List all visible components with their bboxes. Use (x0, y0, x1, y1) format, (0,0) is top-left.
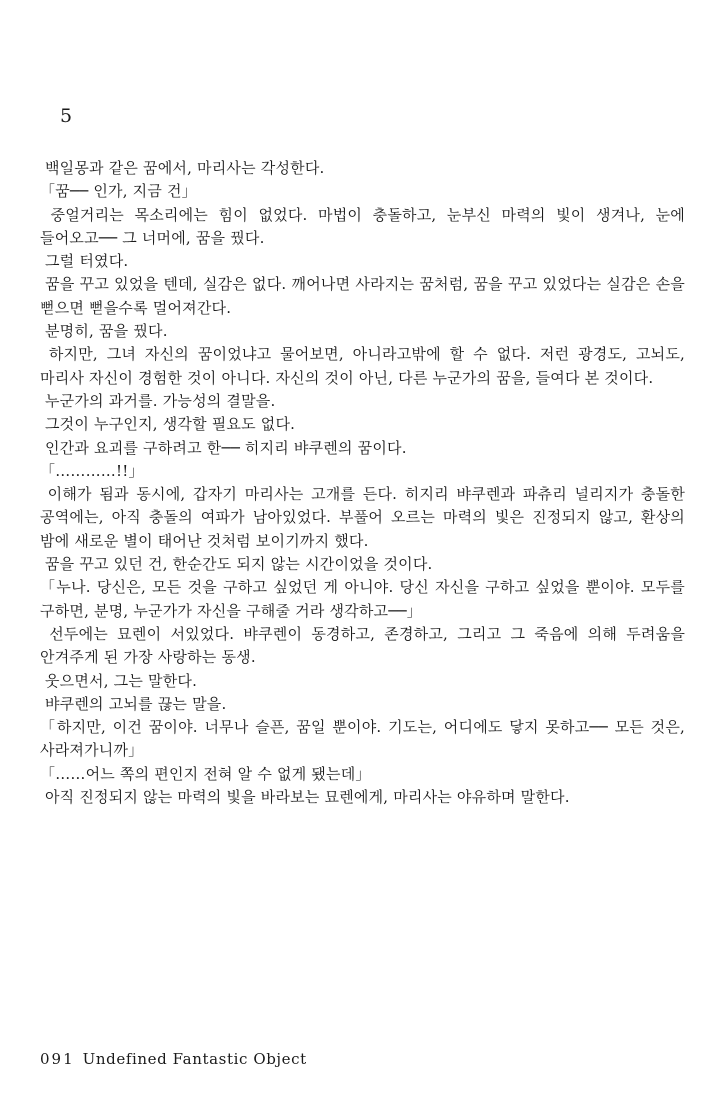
page-number: 091 (40, 1050, 75, 1068)
paragraph: 「…………!!」 (40, 461, 144, 480)
paragraph: 「꿈── 인가, 지금 건」 (40, 182, 197, 201)
paragraph: 중얼거리는 목소리에는 힘이 없었다. 마법이 충돌하고, 눈부신 마력의 빛이 생겨나, 눈에 들어오고── 그 너머에, 꿈을 꿨다. (40, 205, 690, 247)
paragraph: 「누나. 당신은, 모든 것을 구하고 싶었던 게 아니야. 당신 자신을 구하고 싶었을 뿐이야. 모두를 구하면, 분명, 누군가가 자신을 구해줄 거라 생각하고──」 (40, 578, 690, 620)
paragraph: 그것이 누구인지, 생각할 필요도 없다. (40, 415, 296, 434)
paragraph: 누군가의 과거를. 가능성의 결말을. (40, 391, 276, 410)
page-footer (40, 1049, 307, 1069)
paragraph: 뱌쿠렌의 고뇌를 끊는 말을. (40, 694, 227, 713)
running-title: Undefined Fantastic Object (82, 1050, 307, 1068)
paragraph: 백일몽과 같은 꿈에서, 마리사는 각성한다. (40, 159, 325, 177)
paragraph: 선두에는 묘렌이 서있었다. 뱌쿠렌이 동경하고, 존경하고, 그리고 그 죽음에 의해 두려움을 안겨주게 된 가장 사랑하는 동생. (40, 624, 690, 667)
paragraph: 「……어느 쪽의 편인지 전혀 알 수 없게 됐는데」 (40, 764, 371, 783)
paragraph: 꿈을 꾸고 있었을 텐데, 실감은 없다. 깨어나면 사라지는 꿈처럼, 꿈을 꾸고 있었다는 실감은 손을 뻗으면 뻗을수록 멀어져간다. (40, 275, 690, 317)
paragraph: 「하지만, 이건 꿈이야. 너무나 슬픈, 꿈일 뿐이야. 기도는, 어디에도 닿지 못하고── 모든 것은, 사라져가니까」 (40, 718, 690, 760)
paragraph: 인간과 요괴를 구하려고 한── 히지리 뱌쿠렌의 꿈이다. (40, 438, 407, 457)
paragraph: 웃으면서, 그는 말한다. (40, 671, 198, 690)
body-text (40, 157, 690, 809)
paragraph: 꿈을 꾸고 있던 건, 한순간도 되지 않는 시간이었을 것이다. (40, 555, 433, 574)
chapter-number: 5 (60, 105, 73, 127)
paragraph: 하지만, 그녀 자신의 꿈이었냐고 물어보면, 아니라고밖에 할 수 없다. 저런 광경도, 고뇌도, 마리사 자신이 경험한 것이 아니다. 자신의 것이 아닌, 다른 누군가의 꿈을, 들여다 본 것이다. (40, 345, 690, 387)
paragraph: 분명히, 꿈을 꿨다. (40, 322, 168, 341)
paragraph: 아직 진정되지 않는 마력의 빛을 바라보는 묘렌에게, 마리사는 야유하며 말한다. (40, 788, 570, 807)
paragraph: 그럴 터였다. (40, 252, 129, 271)
paragraph: 이해가 됨과 동시에, 갑자기 마리사는 고개를 든다. 히지리 뱌쿠렌과 파츄리 널리지가 충돌한 공역에는, 아직 충돌의 여파가 남아있었다. 부풀어 오르는 마력의 빛은 진정되지 않고, 환상의 밤에 새로운 별이 태어난 것처럼 보이기까지 했다. (40, 485, 690, 550)
